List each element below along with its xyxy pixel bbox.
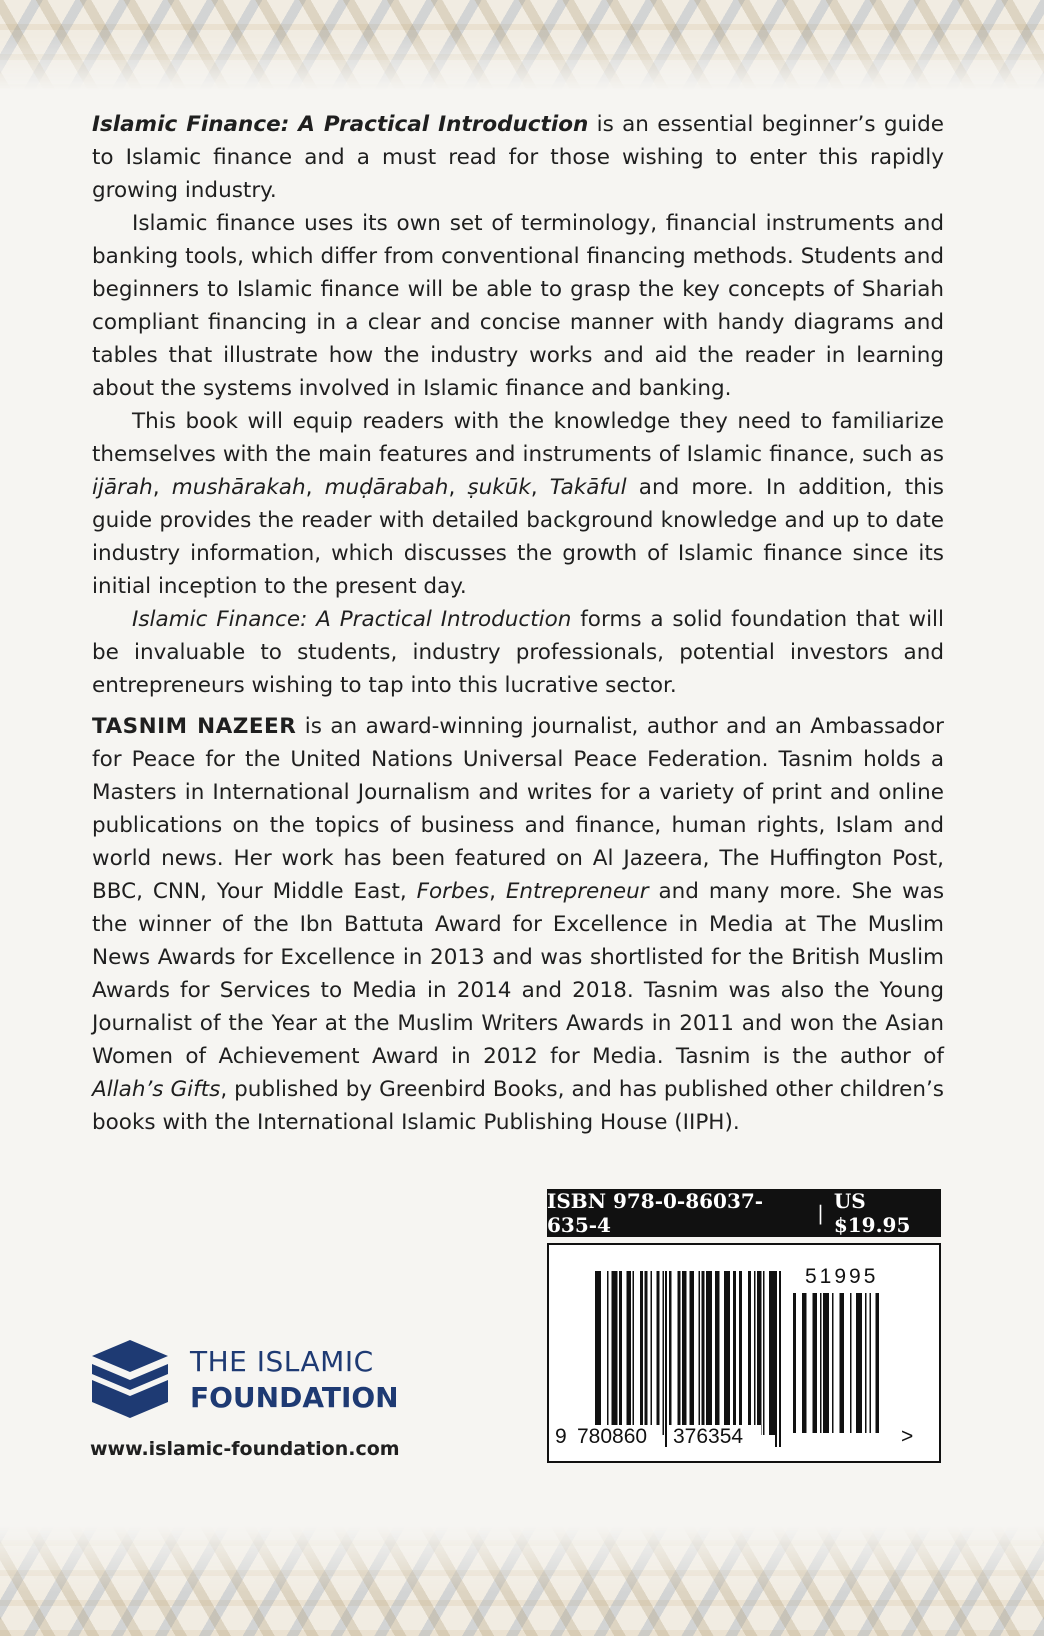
author-bio xyxy=(92,710,944,1139)
bottom-decorative-pattern xyxy=(0,1526,1044,1636)
isbn-number: ISBN 978-0-86037-635-4 xyxy=(547,1189,764,1237)
barcode-right-digits: 376354 xyxy=(673,1425,744,1448)
barcode-addon-bars xyxy=(793,1293,879,1433)
barcode-lead-digit: 9 xyxy=(555,1425,567,1448)
publisher-name-line2: FOUNDATION xyxy=(190,1381,399,1414)
top-decorative-pattern xyxy=(0,0,1044,90)
author-name: TASNIM NAZEER xyxy=(92,714,297,739)
description-paragraph-3: This book will equip readers with the knowledge they need to familiarize themselves with the main features and instruments of Islamic finance, such as ijārah, mushārakah, muḍārabah, ṣukūk, Takāful and more. In addition, this guide provides the reader with detailed background knowledge and up to date industry information, which discusses the growth of Islamic finance since its initial inception to the present day. xyxy=(92,409,944,599)
barcode-addon-digits: 51995 xyxy=(805,1265,879,1288)
barcode-left-digits: 780860 xyxy=(577,1425,648,1448)
price: US $19.95 xyxy=(833,1189,911,1237)
barcode-graphic xyxy=(549,1245,939,1461)
isbn-price-bar xyxy=(547,1189,941,1237)
kaaba-icon xyxy=(90,1340,170,1420)
barcode xyxy=(547,1243,941,1463)
book-title-italic: Islamic Finance: A Practical Introduction xyxy=(132,607,572,632)
publisher-url: www.islamic-foundation.com xyxy=(90,1438,400,1460)
author-bio-paragraph: TASNIM NAZEER is an award-winning journalist, author and an Ambassador for Peace for the United Nations Universal Peace Federation. Tasnim holds a Masters in International Journalism and writes for a variety of print and online publications on the topics of business and finance, human rights, Islam and world news. Her work has been featured on Al Jazeera, The Huffington Post, BBC, CNN, Your Middle East, Forbes, Entrepreneur and many more. She was the winner of the Ibn Battuta Award for Excellence in Media at The Muslim News Awards for Excellence in 2013 and was shortlisted for the British Muslim Awards for Services to Media in 2014 and 2018. Tasnim was also the Young Journalist of the Year at the Muslim Writers Awards in 2011 and won the Asian Women of Achievement Award in 2012 for Media. Tasnim is the author of Allah’s Gifts, published by Greenbird Books, and has published other children’s books with the International Islamic Publishing House (IIPH). xyxy=(92,714,945,1135)
publisher-name-line1: THE ISLAMIC xyxy=(190,1345,374,1378)
book-description xyxy=(92,108,944,702)
description-paragraph-4: Islamic Finance: A Practical Introduction forms a solid foundation that will be invaluable to students, industry professionals, potential investors and entrepreneurs wishing to tap into this lucrative sector. xyxy=(92,607,944,698)
barcode-main-bars xyxy=(595,1271,781,1447)
description-paragraph-2: Islamic finance uses its own set of terminology, financial instruments and banking tools, which differ from conventional financing methods. Students and beginners to Islamic finance will be able to grasp the key concepts of Shariah compliant financing in a clear and concise manner with handy diagrams and tables that illustrate how the industry works and aid the reader in learning about the systems involved in Islamic finance and banking. xyxy=(92,211,944,401)
publisher-name xyxy=(190,1344,399,1416)
book-title: Islamic Finance: A Practical Introduction xyxy=(92,112,589,137)
isbn-separator: | xyxy=(817,1201,824,1225)
barcode-arrow: > xyxy=(901,1425,914,1448)
description-paragraph-1: Islamic Finance: A Practical Introduction is an essential beginner’s guide to Islamic finance and a must read for those wishing to enter this rapidly growing industry. xyxy=(92,112,944,203)
